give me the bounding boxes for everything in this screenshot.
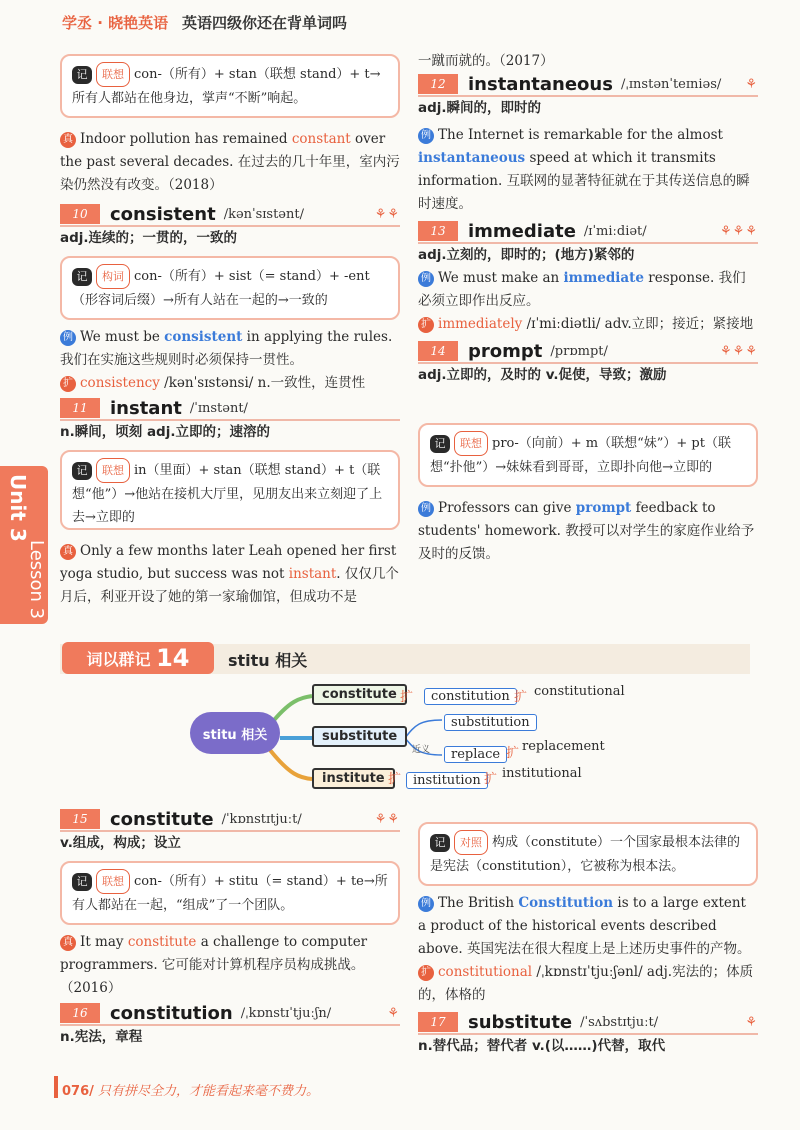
- memory-icon: 记: [72, 268, 92, 286]
- node-replace: replace: [444, 746, 507, 763]
- page-number: 076/: [62, 1084, 94, 1099]
- headword: substitute: [468, 1011, 573, 1033]
- continued-text: 一蹴而就的。（2017）: [418, 53, 554, 69]
- ext-mark: 扩: [400, 690, 414, 705]
- node-institute: institute: [312, 768, 395, 789]
- example-consistent: 例 We must be consistent in applying the rules. 我们在实施这些规则时必须保持一贯性。: [60, 329, 393, 368]
- memory-tag: 联想: [96, 869, 130, 894]
- definition: v.组成，构成；设立: [60, 835, 181, 851]
- example-icon: 例: [418, 128, 434, 144]
- memory-tag: 对照: [454, 830, 488, 855]
- entry-constitution: [60, 1002, 400, 1026]
- entry-number: 12: [418, 74, 458, 94]
- lesson-label: Lesson 3: [26, 540, 47, 620]
- memory-box-prompt: 记 联想 pro-（向前）+ m（联想“妹”）+ pt（联想“扑他”）→妹妹看到哥哥，立即扑向他→立即的: [418, 423, 758, 487]
- entry-constitute: [60, 808, 400, 832]
- memory-box-instant: 记 联想 in（里面）+ stan（联想 stand）+ t（联想“他”）→他站在接机大厅里，见朋友出来立刻迎了上去→立即的: [60, 450, 400, 530]
- extend-icon: 扩: [418, 317, 434, 333]
- definition: adj.瞬间的，即时的: [418, 100, 542, 116]
- ext-mark: 扩: [514, 690, 528, 705]
- compare-box-constitution: 记 对照 构成（constitute）一个国家最根本法律的是宪法（constitution），它被称为根本法。: [418, 822, 758, 886]
- header-brand: 学丞 · 晓艳英语: [62, 14, 169, 32]
- importance-icon: ⚘: [745, 76, 758, 92]
- importance-icon: ⚘⚘: [374, 811, 400, 827]
- headword: consistent: [110, 203, 216, 225]
- headword: prompt: [468, 340, 543, 362]
- phonetic: /ˈsʌbstɪtjuːt/: [580, 1014, 659, 1030]
- ext-mark: 扩: [484, 772, 498, 787]
- example-constitution: 例 The British Constitution is to a large extent a product of the historical events described above. 英国宪法在很大程度上是上述历史事件的产物。: [418, 895, 751, 957]
- phonetic: /kənˈsɪstənt/: [223, 206, 304, 222]
- node-constitution: constitution: [424, 688, 517, 705]
- importance-icon: ⚘: [745, 1014, 758, 1030]
- phonetic: /ˌkɒnstɪˈtjuːʃn/: [240, 1005, 332, 1021]
- node-substitution: substitution: [444, 714, 537, 731]
- node-replacement: replacement: [522, 739, 605, 754]
- memory-tag: 联想: [96, 458, 130, 483]
- header-title: 英语四级你还在背单词吗: [182, 14, 348, 32]
- right-column-bottom: [418, 822, 758, 1058]
- node-institution: institution: [406, 772, 488, 789]
- headword: constitute: [110, 808, 214, 830]
- real-exam-icon: 真: [60, 544, 76, 560]
- headword: immediate: [468, 220, 576, 242]
- real-exam-icon: 真: [60, 935, 76, 951]
- node-institutional: institutional: [502, 766, 582, 781]
- phonetic: /ˈɪnstənt/: [189, 400, 248, 416]
- right-column: [418, 50, 758, 566]
- example-instantaneous: 例 The Internet is remarkable for the almost instantaneous speed at which it transmits information. 互联网的显著特征就在于其传送信息的瞬时速度。: [418, 127, 750, 212]
- node-substitute: substitute: [312, 726, 407, 747]
- entry-number: 17: [418, 1012, 458, 1032]
- definition: adj.连续的；一贯的，一致的: [60, 230, 238, 246]
- ext-mark: 扩: [506, 746, 520, 761]
- entry-number: 13: [418, 221, 458, 241]
- definition: adj.立刻的，即时的；(地方)紧邻的: [418, 247, 635, 263]
- mind-map-center: stitu 相关: [190, 712, 280, 754]
- extend-icon: 扩: [418, 965, 434, 981]
- example-constant: 真 Indoor pollution has remained constant over the past several decades. 在过去的几十年里，室内污染仍然没有改变。（2018）: [60, 131, 400, 193]
- importance-icon: ⚘: [387, 1005, 400, 1021]
- phonetic: /ˈkɒnstɪtjuːt/: [221, 811, 302, 827]
- definition: adj.立即的，及时的 v.促使，导致；激励: [418, 367, 667, 383]
- entry-number: 15: [60, 809, 100, 829]
- left-column: [60, 54, 400, 609]
- footer-bar: [54, 1076, 58, 1098]
- importance-icon: ⚘⚘⚘: [720, 343, 758, 359]
- entry-substitute: [418, 1011, 758, 1035]
- definition: n.瞬间，顷刻 adj.立即的；速溶的: [60, 424, 270, 440]
- phonetic: /prɒmpt/: [550, 343, 608, 359]
- entry-immediate: [418, 220, 758, 244]
- importance-icon: ⚘⚘: [374, 206, 400, 222]
- example-instant: 真 Only a few months later Leah opened her first yoga studio, but success was not instant. 仅仅几个月后，利亚开设了她的第一家瑜伽馆，但成功不是: [60, 543, 399, 605]
- phonetic: /ɪˈmiːdiət/: [583, 223, 647, 239]
- ext-mark: 扩: [388, 772, 402, 787]
- memory-tag: 联想: [96, 62, 130, 87]
- memory-tag: 联想: [454, 431, 488, 456]
- entry-prompt: [418, 340, 758, 364]
- group-label: 词以群记 14: [62, 642, 214, 674]
- example-icon: 例: [60, 330, 76, 346]
- memory-box-constitute: 记 联想 con-（所有）+ stitu（= stand）+ te→所有人都站在一起，“组成”了一个团队。: [60, 861, 400, 925]
- phonetic: /ˌɪnstənˈteɪniəs/: [620, 76, 722, 92]
- example-icon: 例: [418, 896, 434, 912]
- headword: instant: [110, 397, 182, 419]
- entry-number: 14: [418, 341, 458, 361]
- page-header: [0, 0, 800, 44]
- definition: n.替代品；替代者 v.(以……)代替，取代: [418, 1038, 666, 1054]
- footer: [62, 1080, 319, 1099]
- entry-number: 11: [60, 398, 100, 418]
- example-icon: 例: [418, 271, 434, 287]
- memory-text: con-（所有）+ stan（联想 stand）+ t→: [134, 67, 381, 82]
- memory-box-constant: [60, 54, 400, 118]
- entry-instantaneous: [418, 73, 758, 97]
- importance-icon: ⚘⚘⚘: [720, 223, 758, 239]
- memory-icon: 记: [72, 873, 92, 891]
- entry-number: 16: [60, 1003, 100, 1023]
- memory-icon: 记: [72, 66, 92, 84]
- memory-text: 所有人都站在他身边，掌声“不断”响起。: [72, 91, 307, 106]
- node-constitute: constitute: [312, 684, 407, 705]
- headword: constitution: [110, 1002, 233, 1024]
- example-icon: 例: [418, 501, 434, 517]
- memory-icon: 记: [430, 834, 450, 852]
- extension-consistency: 扩 consistency /kənˈsɪstənsi/ n.一致性，连贯性: [60, 372, 400, 395]
- real-exam-icon: 真: [60, 132, 76, 148]
- extension-constitutional: 扩 constitutional /ˌkɒnstɪˈtjuːʃənl/ adj.宪法的；体质的，体格的: [418, 964, 754, 1003]
- keyword: constant: [291, 131, 351, 147]
- unit-label: Unit 3: [6, 474, 30, 542]
- headword: instantaneous: [468, 73, 613, 95]
- memory-icon: 记: [430, 435, 450, 453]
- group-title: stitu 相关: [228, 651, 308, 670]
- entry-consistent: [60, 203, 400, 227]
- definition: n.宪法，章程: [60, 1029, 143, 1045]
- example-constitute: 真 It may constitute a challenge to computer programmers. 它可能对计算机程序员构成挑战。（2016）: [60, 934, 368, 996]
- left-column-bottom: [60, 808, 400, 1049]
- synonym-note: 近义: [412, 745, 431, 755]
- example-immediate: 例 We must make an immediate response. 我们必须立即作出反应。: [418, 270, 746, 309]
- extension-immediately: 扩 immediately /ɪˈmiːdiətli/ adv.立即；接近；紧接地: [418, 313, 758, 336]
- footer-motto: 只有拼尽全力，才能看起来毫不费力。: [98, 1084, 320, 1099]
- entry-instant: [60, 397, 400, 421]
- node-constitutional: constitutional: [534, 684, 625, 699]
- memory-icon: 记: [72, 462, 92, 480]
- extend-icon: 扩: [60, 376, 76, 392]
- entry-number: 10: [60, 204, 100, 224]
- memory-box-consistent: 记 构词 con-（所有）+ sist（= stand）+ -ent（形容词后缀）→所有人站在一起的→一致的: [60, 256, 400, 320]
- memory-tag: 构词: [96, 264, 130, 289]
- example-prompt: 例 Professors can give prompt feedback to students' homework. 教授可以对学生的家庭作业给予及时的反馈。: [418, 500, 755, 562]
